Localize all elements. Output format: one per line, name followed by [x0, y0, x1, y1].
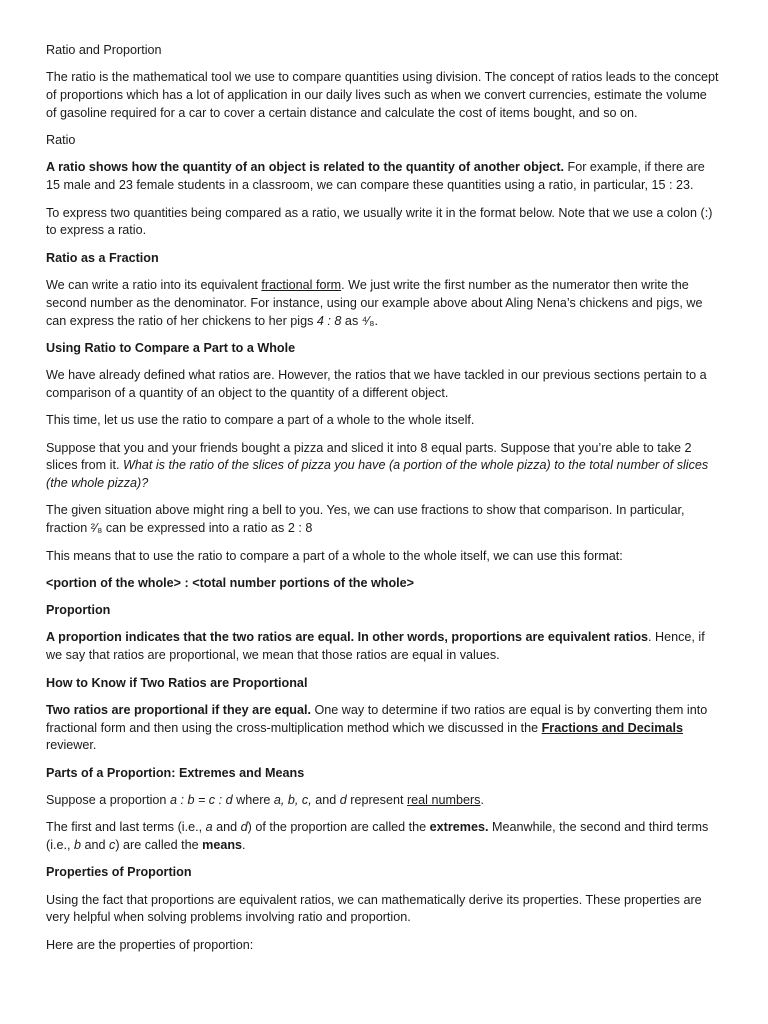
real-numbers-link[interactable]: real numbers [406, 793, 481, 807]
part-whole-paragraph-3 [46, 440, 720, 493]
terms-text-5: and [81, 838, 110, 853]
proportion-variables: a, b, c, [273, 793, 312, 807]
proportion-text-3: and [311, 793, 340, 807]
part-whole-paragraph-1: We have already defined what ratios are. However, the ratios that we have tackled in our previous sections pertain to a comparison of a quantity of an object to the quantity of a different object. [46, 368, 707, 400]
proportion-text-1: Suppose a proportion [46, 793, 170, 807]
proportion-heading: Proportion [46, 603, 111, 618]
extremes-means-heading: Parts of a Proportion: Extremes and Means [46, 765, 305, 780]
terms-text-1: The first and last terms (i.e., [46, 820, 206, 835]
ratio-definition-bold: A ratio shows how the quantity of an object is related to the quantity of another object. [46, 160, 565, 175]
proportion-variable-d: d [339, 793, 347, 807]
how-to-know-heading: How to Know if Two Ratios are Proportional [46, 675, 308, 690]
part-whole-heading: Using Ratio to Compare a Part to a Whole [46, 340, 296, 355]
fraction-ratio: 4 : 8 [316, 313, 342, 328]
ratio-fraction-heading: Ratio as a Fraction [46, 250, 159, 265]
ratio-express-paragraph: To express two quantities being compared as a ratio, we usually write it in the format below. Note that we use a colon (:) to express a ratio. [46, 205, 713, 238]
part-whole-format: <portion of the whole> : <total number portions of the whole> [46, 575, 415, 590]
proportion-definition-bold: A proportion indicates that the two ratios are equal. In other words, proportions are equivalent ratios [46, 630, 649, 645]
terms-text-2: and [212, 820, 241, 835]
term-a: a [205, 820, 213, 835]
term-c: c [109, 838, 116, 853]
fractions-decimals-link[interactable]: Fractions and Decimals [541, 720, 683, 735]
proportion-text-4: represent [346, 793, 407, 807]
extremes-means-paragraph-1 [46, 792, 720, 810]
ratio-definition-text: For example, if there are 15 male and 23 female students in a classroom, we can compare these quantities using a ratio, in particular, 15 : 23. [46, 160, 705, 193]
how-to-know-bold: Two ratios are proportional if they are equal. [46, 702, 311, 717]
fraction-text-3: as ⁴⁄₈. [341, 313, 378, 328]
how-to-know-text: One way to determine if two ratios are equal is by converting them into fractional form and then using the cross-multiplication method which we discussed in the [46, 702, 708, 735]
term-d: d [240, 820, 248, 835]
means-term: means [202, 838, 243, 853]
intro-paragraph: The ratio is the mathematical tool we use to compare quantities using division. The concept of ratios leads to the concept of proportions which has a lot of application in our daily lives such as when we convert currencies, estimate the volume of gasoline required for a car to cover a certain distance and calculate the cost of items bought, and so on. [46, 70, 719, 120]
fraction-text-2: . We just write the first number as the numerator then write the second number as the denominator. For instance, using our example above about Aling Nena’s chickens and pigs, we can express the ratio of her chickens to her pigs [46, 277, 703, 328]
proportion-equation: a : b = c : d [169, 793, 233, 807]
terms-text-7: . [242, 838, 246, 853]
pizza-text: Suppose that you and your friends bought a pizza and sliced it into 8 equal parts. Suppose that you’re able to take 2 slices from it. [46, 440, 692, 473]
document-title: Ratio and Proportion [46, 43, 162, 57]
ratio-heading: Ratio [46, 133, 76, 148]
proportion-text-5: . [480, 793, 484, 807]
term-b: b [74, 838, 82, 853]
proportion-definition-text: . Hence, if we say that ratios are proportional, we mean that those ratios are equal in values. [46, 630, 705, 663]
properties-paragraph-1: Using the fact that proportions are equivalent ratios, we can mathematically derive its properties. These properties are very helpful when solving problems involving ratio and proportion. [46, 892, 702, 925]
terms-text-4: Meanwhile, the second and third terms (i.e., [46, 820, 709, 853]
part-whole-paragraph-2: This time, let us use the ratio to compare a part of a whole to the whole itself. [46, 413, 475, 428]
properties-heading: Properties of Proportion [46, 865, 192, 880]
extremes-term: extremes. [429, 820, 489, 835]
properties-paragraph-2: Here are the properties of proportion: [46, 937, 254, 952]
pizza-question: What is the ratio of the slices of pizza you have (a portion of the whole pizza) to the total number of slices (the whole pizza)? [46, 458, 709, 491]
part-whole-paragraph-5: This means that to use the ratio to compare a part of a whole to the whole itself, we can use this format: [46, 548, 623, 563]
how-to-know-paragraph [46, 702, 720, 755]
extremes-means-paragraph-2 [46, 819, 720, 855]
terms-text-3: ) of the proportion are called the [247, 820, 430, 835]
proportion-definition-paragraph [46, 629, 720, 665]
ratio-fraction-paragraph [46, 277, 720, 330]
terms-text-6: ) are called the [115, 838, 203, 853]
fraction-text-1: We can write a ratio into its equivalent [46, 277, 262, 292]
proportion-text-2: where [232, 793, 274, 807]
ratio-definition-paragraph [46, 159, 720, 195]
part-whole-paragraph-4: The given situation above might ring a bell to you. Yes, we can use fractions to show that comparison. In particular, fraction ²⁄₈ can be expressed into a ratio as 2 : 8 [46, 503, 685, 536]
fractional-form-link[interactable]: fractional form [261, 277, 342, 292]
how-to-know-end: reviewer. [46, 738, 97, 753]
